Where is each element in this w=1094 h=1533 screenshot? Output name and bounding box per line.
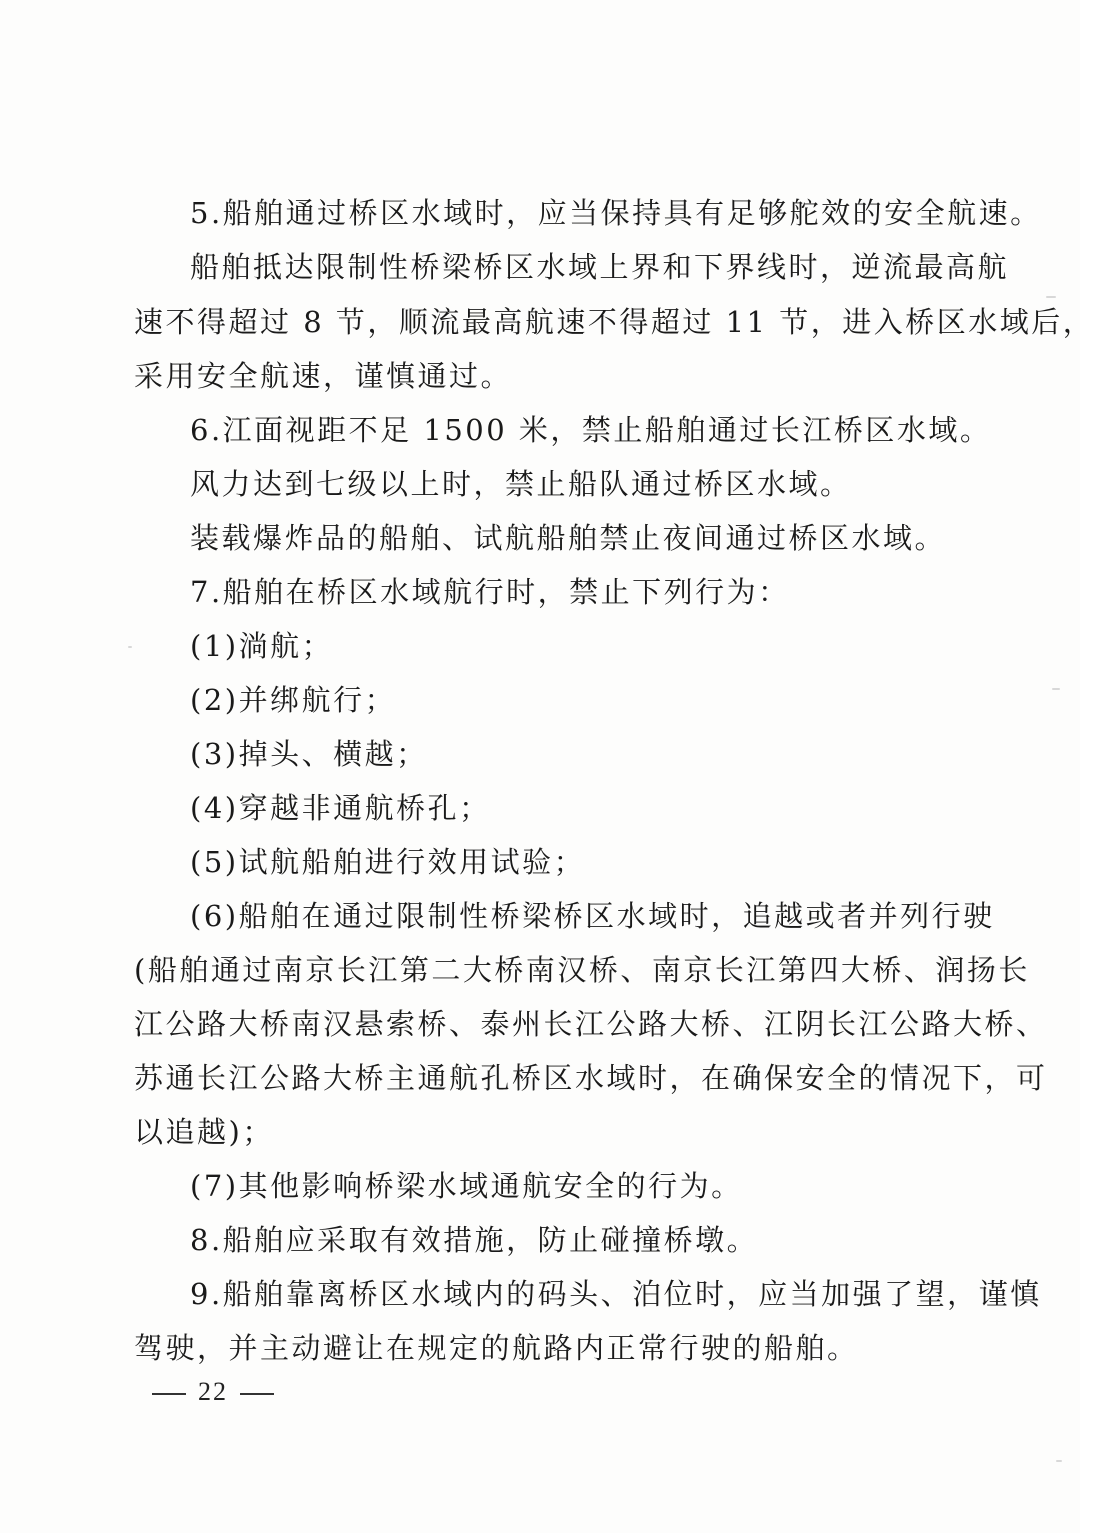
text-line: 驾驶，并主动避让在规定的航路内正常行驶的船舶。: [134, 1331, 859, 1365]
scan-speck: [1052, 688, 1060, 690]
text-line: 6.江面视距不足 1500 米，禁止船舶通过长江桥区水域。: [190, 413, 992, 447]
text-line: (3)掉头、横越；: [190, 737, 428, 771]
page-number-value: 22: [198, 1377, 228, 1406]
text-line: 速不得超过 8 节，顺流最高航速不得超过 11 节，进入桥区水域后，: [134, 305, 1094, 339]
text-line: 装载爆炸品的船舶、试航船舶禁止夜间通过桥区水域。: [190, 521, 947, 555]
text-line: 风力达到七级以上时，禁止船队通过桥区水域。: [190, 467, 852, 501]
page-number-dash-left: [152, 1393, 186, 1395]
scan-speck: [1056, 1460, 1062, 1462]
text-line: 以追越)；: [134, 1115, 274, 1149]
text-line: 7.船舶在桥区水域航行时，禁止下列行为：: [190, 575, 790, 609]
text-line: 苏通长江公路大桥主通航孔桥区水域时，在确保安全的情况下，可: [134, 1061, 1048, 1095]
text-line: 采用安全航速，谨慎通过。: [134, 359, 513, 393]
text-line: (5)试航船舶进行效用试验；: [190, 845, 586, 879]
text-line: (1)淌航；: [190, 629, 334, 663]
page-number: [140, 1375, 286, 1409]
scan-speck: [1046, 296, 1056, 298]
text-line: (船舶通过南京长江第二大桥南汉桥、南京长江第四大桥、润扬长: [134, 953, 1030, 987]
text-line: 5.船舶通过桥区水域时，应当保持具有足够舵效的安全航速。: [190, 196, 1042, 230]
text-line: (6)船舶在通过限制性桥梁桥区水域时，追越或者并列行驶: [190, 899, 995, 933]
text-line: (2)并绑航行；: [190, 683, 397, 717]
text-line: (4)穿越非通航桥孔；: [190, 791, 491, 825]
text-line: 9.船舶靠离桥区水域内的码头、泊位时，应当加强了望，谨慎: [190, 1277, 1042, 1311]
page-number-dash-right: [240, 1393, 274, 1395]
scan-speck: [128, 646, 132, 648]
text-line: 船舶抵达限制性桥梁桥区水域上界和下界线时，逆流最高航: [190, 250, 1010, 284]
text-line: 江公路大桥南汉悬索桥、泰州长江公路大桥、江阴长江公路大桥、: [134, 1007, 1048, 1041]
text-line: (7)其他影响桥梁水域通航安全的行为。: [190, 1169, 743, 1203]
text-line: 8.船舶应采取有效措施，防止碰撞桥墩。: [190, 1223, 759, 1257]
